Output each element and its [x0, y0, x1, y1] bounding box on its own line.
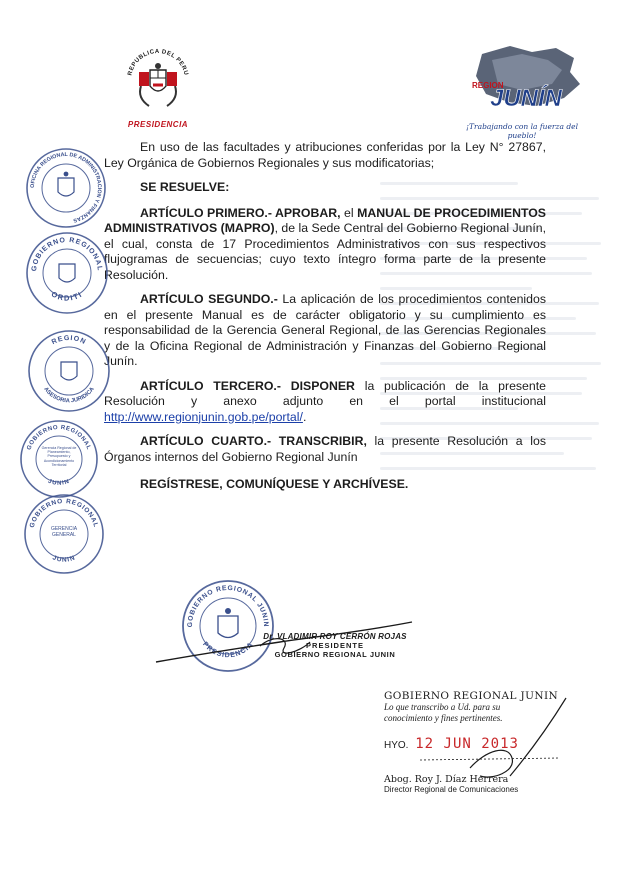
- article-2-text: La aplicación de los procedimientos contenidos en el presente Manual es de carácter obligatorio y su cumplimiento es responsabilidad de la Gerencia General Regional, de las Gerencias Regionales y de la Oficina Regional de Administración y Finanzas del Gobierno Regional Junín.: [104, 292, 546, 368]
- stamp-5-bottom: JUNIN: [51, 554, 77, 564]
- article-1-text-b: , de la Sede Central del Gobierno Regional Junín, el cual, consta de 17 Procedimientos Administrativos con sus respectivos flujogramas de secuencias; cuyo texto íntegro forma parte de la presente Resolución.: [104, 221, 546, 282]
- slogan: ¡Trabajando con la fuerza del pueblo!: [466, 122, 578, 140]
- seal-caption: REPUBLICA DEL PERU: [127, 48, 189, 77]
- president-role: PRESIDENTE: [306, 641, 364, 650]
- svg-text:OFICINA REGIONAL DE ADMINISTRA: [30, 152, 102, 223]
- stamp-3-bottom: ASESORIA JURIDICA: [42, 386, 96, 405]
- article-1: [104, 206, 546, 284]
- cert-line-2: conocimiento y fines pertinentes.: [384, 713, 503, 723]
- article-4-label: ARTÍCULO CUARTO.- TRANSCRIBIR,: [140, 434, 367, 448]
- article-4: [104, 434, 546, 465]
- cert-place: HYO.: [384, 740, 409, 751]
- article-2-label: ARTÍCULO SEGUNDO.-: [140, 292, 278, 306]
- stamp-5-inner: GERENCIA GENERAL: [50, 526, 78, 538]
- article-1-bold: MANUAL DE PROCEDIMIENTOS ADMINISTRATIVOS (MAPRO): [104, 205, 547, 235]
- cert-date: 12 JUN 2013: [415, 736, 519, 752]
- director-signature: [400, 694, 570, 798]
- svg-text:GOBIERNO REGIONAL: [29, 498, 100, 529]
- article-3-text: la publicación de la presente Resolución y anexo adjunto en el portal institucional: [104, 378, 546, 408]
- article-1-text-a: el: [340, 205, 358, 220]
- article-1-label: ARTÍCULO PRIMERO.- APROBAR,: [140, 205, 341, 220]
- logo-region-text: REGION: [472, 81, 504, 90]
- svg-text:REGION: [51, 335, 87, 346]
- junin-map-icon: [452, 40, 592, 116]
- stamp-4-bottom: JUNIN: [47, 478, 71, 487]
- cert-line-1: Lo que transcribo a Ud. para su: [384, 702, 501, 712]
- stamp-4-top: GOBIERNO REGIONAL: [26, 424, 92, 451]
- cert-title: GOBIERNO REGIONAL JUNIN: [384, 690, 559, 702]
- closing-line: REGÍSTRESE, COMUNÍQUESE Y ARCHÍVESE.: [140, 477, 409, 491]
- stamp-orditi: [24, 230, 110, 316]
- stamp-administracion: [24, 146, 108, 230]
- intro-paragraph: En uso de las facultades y atribuciones conferidas por la Ley N° 27867, Ley Orgánica de Gobiernos Regionales y sus modificatorias;: [104, 140, 546, 170]
- resolution-body: [104, 140, 546, 502]
- article-3: [104, 379, 546, 426]
- article-3-label: ARTÍCULO TERCERO.- DISPONER: [140, 378, 355, 393]
- stamp-6-top: GOBIERNO REGIONAL JUNIN: [186, 584, 270, 628]
- stamp-4-inner: Gerencia Regional de Planeamiento, Presupuesto y Acondicionamiento Territorial: [41, 446, 77, 467]
- cert-signer-name: Abog. Roy J. Díaz Herrera: [384, 774, 509, 785]
- se-resuelve-heading: SE RESUELVE:: [140, 180, 230, 194]
- stamp-1-text: OFICINA REGIONAL DE ADMINISTRACION Y FINANZAS: [29, 151, 103, 224]
- svg-text:JUNIN: [47, 479, 71, 487]
- stamp-gerencia-general: [22, 492, 106, 576]
- stamp-2-bottom: ORDITI: [49, 289, 85, 303]
- peru-coat-of-arms-icon: [119, 40, 197, 118]
- stamp-planeamiento: [18, 418, 100, 500]
- svg-text:JUNIN: [51, 554, 76, 563]
- article-3-end: .: [302, 409, 307, 424]
- president-signature-block: [250, 632, 420, 659]
- article-4-text: la presente Resolución a los Órganos internos del Gobierno Regional Junín: [104, 434, 547, 464]
- portal-link[interactable]: http://www.regionjunin.gob.pe/portal/: [104, 409, 303, 424]
- article-2: [104, 292, 546, 370]
- stamp-2-top: GOBIERNO REGIONAL: [30, 236, 104, 272]
- stamp-asesoria-juridica: [26, 328, 112, 414]
- svg-text:ORDITI: [50, 289, 85, 302]
- header-presidencia: [108, 40, 208, 129]
- president-org: GOBIERNO REGIONAL JUNIN: [274, 650, 396, 659]
- stamp-3-top: REGION: [50, 334, 88, 347]
- region-junin-logo: [452, 40, 592, 140]
- logo-junin-text: JUNÍN: [490, 85, 563, 112]
- stamp-5-top: GOBIERNO REGIONAL: [28, 497, 100, 529]
- cert-signer-role: Director Regional de Comunicaciones: [384, 785, 519, 794]
- presidencia-label: PRESIDENCIA: [127, 120, 189, 129]
- stamp-6-bottom: PRESIDENCIA: [201, 640, 255, 660]
- president-name: Dr. VLADIMIR ROY CERRÓN ROJAS: [263, 632, 407, 641]
